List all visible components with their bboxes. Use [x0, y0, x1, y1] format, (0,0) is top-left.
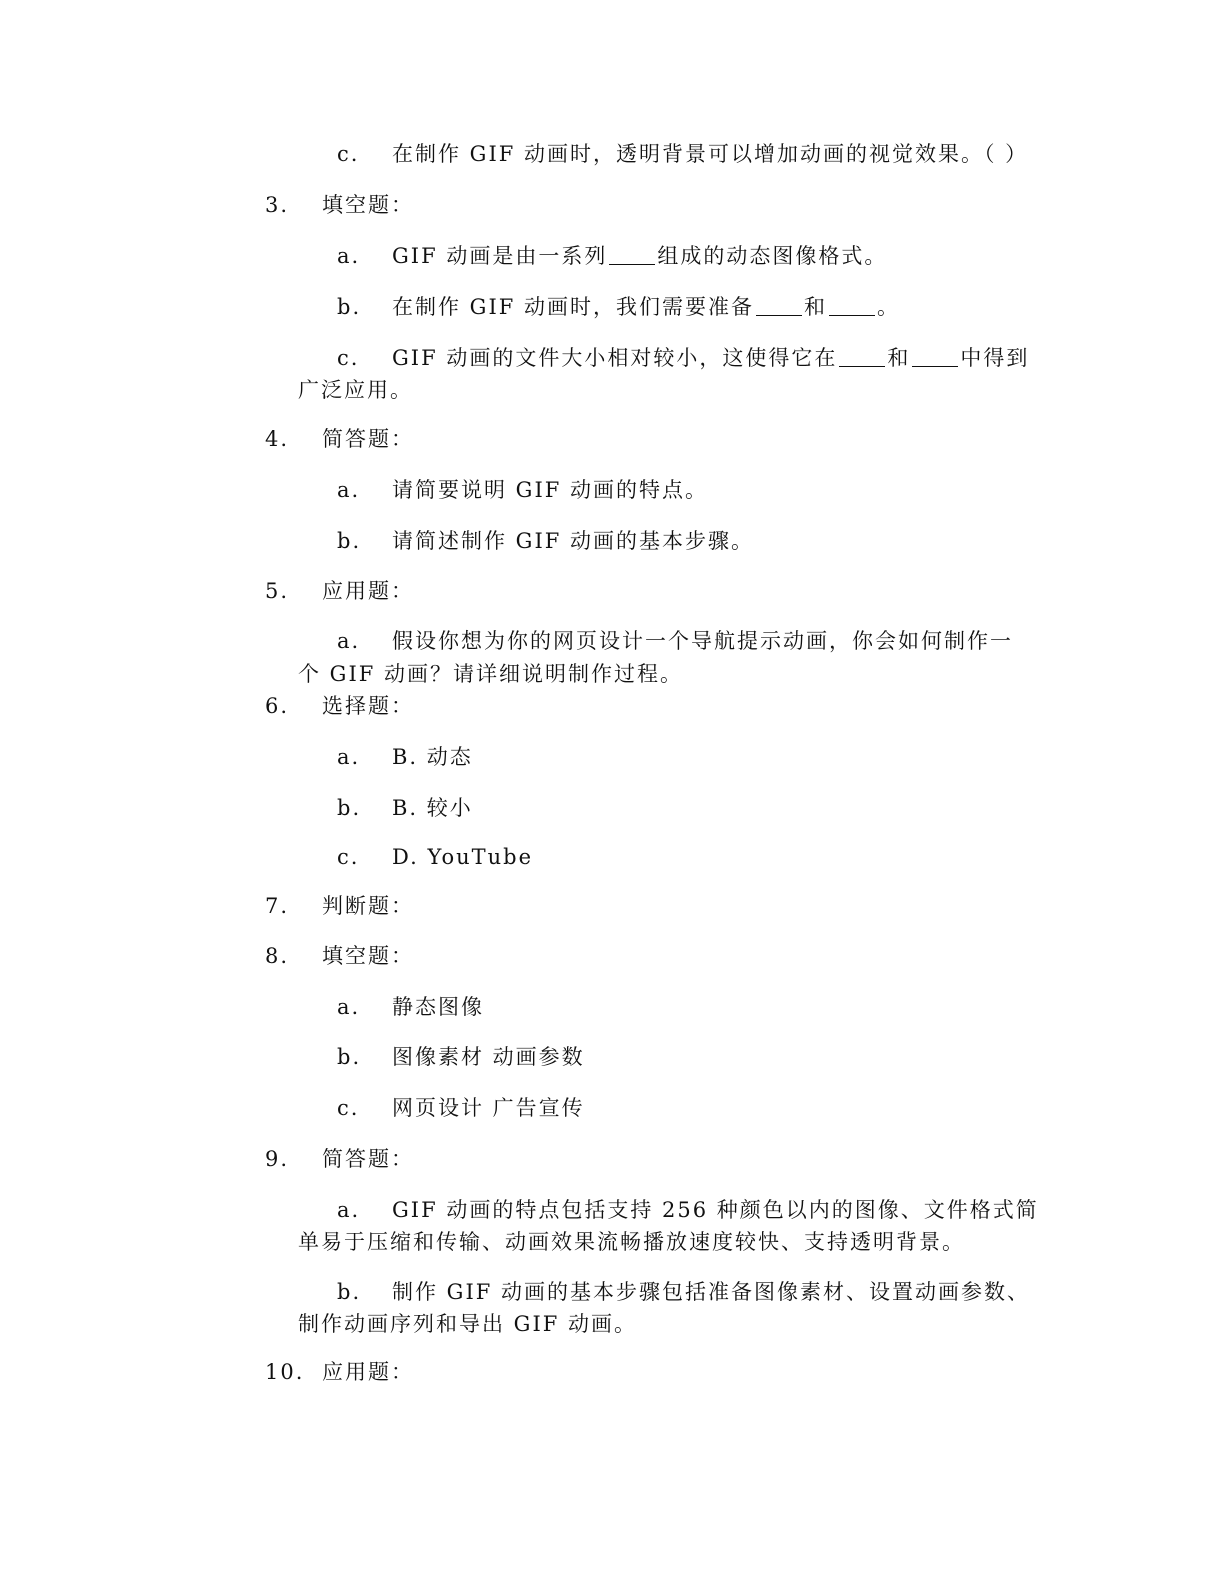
item-letter: a.	[337, 478, 361, 502]
section-label: 选择题：	[322, 694, 414, 718]
section-label: 应用题：	[322, 579, 414, 603]
item-text: 请简述制作 GIF 动画的基本步骤。	[392, 529, 754, 553]
section-number: 8.	[265, 944, 290, 968]
item-text: B. 动态	[392, 745, 473, 769]
item-text: 假设你想为你的网页设计一个导航提示动画，你会如何制作一	[392, 629, 1013, 653]
item-text: B. 较小	[392, 796, 473, 820]
section-number: 5.	[265, 579, 290, 603]
section-number: 10.	[265, 1360, 305, 1384]
item-text: 在制作 GIF 动画时，我们需要准备 和 。	[392, 295, 900, 319]
item-letter: c.	[337, 142, 360, 166]
item-letter: a.	[337, 745, 361, 769]
fill-blank	[912, 346, 958, 367]
section-number: 6.	[265, 694, 290, 718]
item-letter: b.	[337, 529, 362, 553]
item-text-continuation: 广泛应用。	[298, 378, 413, 402]
section-label: 简答题：	[322, 1147, 414, 1171]
item-letter: c.	[337, 346, 360, 370]
item-letter: b.	[337, 295, 362, 319]
item-letter: b.	[337, 1280, 362, 1304]
item-text: GIF 动画的特点包括支持 256 种颜色以内的图像、文件格式简	[392, 1198, 1039, 1222]
section-number: 9.	[265, 1147, 290, 1171]
item-letter: a.	[337, 629, 361, 653]
item-text: 制作 GIF 动画的基本步骤包括准备图像素材、设置动画参数、	[392, 1280, 1030, 1304]
item-text: D. YouTube	[392, 845, 534, 869]
section-label: 简答题：	[322, 427, 414, 451]
item-letter: a.	[337, 995, 361, 1019]
section-number: 4.	[265, 427, 290, 451]
item-letter: a.	[337, 1198, 361, 1222]
item-letter: b.	[337, 796, 362, 820]
section-label: 填空题：	[322, 944, 414, 968]
section-number: 7.	[265, 894, 290, 918]
item-text: 在制作 GIF 动画时，透明背景可以增加动画的视觉效果。（ ）	[392, 142, 1029, 166]
fill-blank	[839, 346, 885, 367]
item-text: 静态图像	[392, 995, 484, 1019]
section-label: 填空题：	[322, 193, 414, 217]
item-letter: b.	[337, 1045, 362, 1069]
item-text-continuation: 单易于压缩和传输、动画效果流畅播放速度较快、支持透明背景。	[298, 1230, 965, 1254]
item-letter: a.	[337, 244, 361, 268]
fill-blank	[756, 295, 802, 316]
section-label: 判断题：	[322, 894, 414, 918]
item-text: GIF 动画的文件大小相对较小，这使得它在 和 中得到	[392, 346, 1030, 370]
item-text: 网页设计 广告宣传	[392, 1096, 585, 1120]
fill-blank	[609, 244, 655, 265]
item-text: 请简要说明 GIF 动画的特点。	[392, 478, 708, 502]
section-number: 3.	[265, 193, 290, 217]
item-letter: c.	[337, 1096, 360, 1120]
item-text: 图像素材 动画参数	[392, 1045, 585, 1069]
item-text-continuation: 个 GIF 动画？请详细说明制作过程。	[298, 662, 683, 686]
fill-blank	[829, 295, 875, 316]
section-label: 应用题：	[322, 1360, 414, 1384]
item-letter: c.	[337, 845, 360, 869]
item-text-continuation: 制作动画序列和导出 GIF 动画。	[298, 1312, 637, 1336]
item-text: GIF 动画是由一系列 组成的动态图像格式。	[392, 244, 888, 268]
